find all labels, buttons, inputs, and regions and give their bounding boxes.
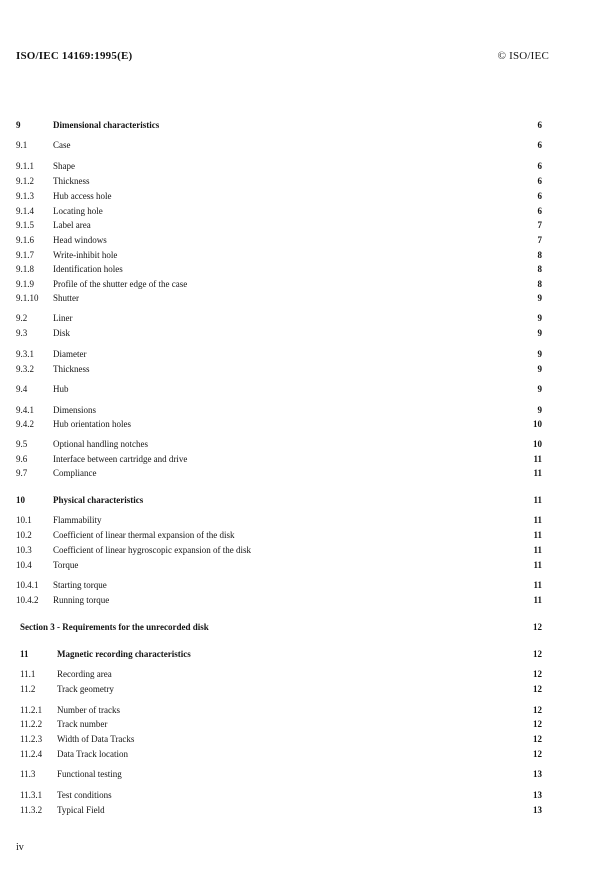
clause-number: 10.4.2 <box>16 595 39 605</box>
toc-entry <box>0 347 604 361</box>
page-number: iv <box>16 842 24 853</box>
toc-entry <box>0 732 604 746</box>
copyright-notice: © ISO/IEC <box>497 50 549 62</box>
clause-title: Label area <box>53 220 91 230</box>
page-reference: 12 <box>533 705 542 715</box>
clause-title: Torque <box>53 560 79 570</box>
clause-title: Dimensional characteristics <box>53 120 160 130</box>
clause-title: Write-inhibit hole <box>53 250 118 260</box>
page-reference: 11 <box>533 515 542 525</box>
clause-title: Optional handling notches <box>53 439 148 449</box>
clause-title: Running torque <box>53 595 110 605</box>
page-reference: 11 <box>533 495 542 505</box>
toc-entry <box>0 466 604 480</box>
clause-title: Recording area <box>57 669 112 679</box>
toc-entry <box>0 118 604 132</box>
toc-entry <box>0 682 604 696</box>
clause-number: 9.1.8 <box>16 264 34 274</box>
clause-number: 11.2.1 <box>20 705 43 715</box>
clause-title: Thickness <box>53 176 90 186</box>
toc-entry <box>0 667 604 681</box>
clause-number: 9 <box>16 120 21 130</box>
toc-entry <box>0 717 604 731</box>
clause-number: 9.3.2 <box>16 364 34 374</box>
page-reference: 11 <box>533 580 542 590</box>
page-reference: 8 <box>537 264 542 274</box>
clause-title: Coefficient of linear hygroscopic expansion of the disk <box>53 545 252 555</box>
clause-number: 10.2 <box>16 530 32 540</box>
clause-title: Functional testing <box>57 769 122 779</box>
clause-title: Track number <box>57 719 108 729</box>
clause-title: Section 3 - Requirements for the unrecorded disk <box>20 622 209 632</box>
toc-entry <box>0 403 604 417</box>
clause-title: Case <box>53 140 71 150</box>
clause-title: Typical Field <box>57 805 105 815</box>
page-reference: 7 <box>537 235 542 245</box>
toc-entry <box>0 233 604 247</box>
clause-number: 9.5 <box>16 439 28 449</box>
toc-entry <box>0 437 604 451</box>
page-reference: 13 <box>533 769 542 779</box>
page-reference: 10 <box>533 419 542 429</box>
clause-title: Hub <box>53 384 69 394</box>
document-id: ISO/IEC 14169:1995(E) <box>16 50 133 62</box>
toc-entry <box>0 452 604 466</box>
page-reference: 9 <box>537 384 542 394</box>
toc-entry <box>0 326 604 340</box>
clause-number: 9.1.10 <box>16 293 39 303</box>
clause-title: Diameter <box>53 349 87 359</box>
clause-title: Head windows <box>53 235 107 245</box>
clause-title: Flammability <box>53 515 102 525</box>
clause-number: 9.1.1 <box>16 161 34 171</box>
clause-title: Compliance <box>53 468 97 478</box>
clause-title: Coefficient of linear thermal expansion of the disk <box>53 530 235 540</box>
page-reference: 13 <box>533 790 542 800</box>
clause-number: 9.4 <box>16 384 28 394</box>
clause-title: Liner <box>53 313 73 323</box>
toc-entry <box>0 747 604 761</box>
toc-entry <box>0 218 604 232</box>
clause-number: 9.3.1 <box>16 349 34 359</box>
page-reference: 8 <box>537 279 542 289</box>
toc-entry <box>0 513 604 527</box>
page-reference: 9 <box>537 405 542 415</box>
page-reference: 11 <box>533 454 542 464</box>
clause-title: Magnetic recording characteristics <box>57 649 191 659</box>
toc-entry <box>0 578 604 592</box>
page-reference: 6 <box>537 176 542 186</box>
clause-title: Disk <box>53 328 71 338</box>
clause-title: Dimensions <box>53 405 97 415</box>
clause-title: Profile of the shutter edge of the case <box>53 279 188 289</box>
clause-number: 11.3 <box>20 769 36 779</box>
clause-title: Data Track location <box>57 749 128 759</box>
toc-entry <box>0 248 604 262</box>
clause-number: 11.2 <box>20 684 36 694</box>
page-reference: 9 <box>537 293 542 303</box>
clause-title: Shutter <box>53 293 79 303</box>
toc-entry <box>0 159 604 173</box>
page-reference: 11 <box>533 468 542 478</box>
toc-entry <box>0 788 604 802</box>
clause-title: Hub orientation holes <box>53 419 131 429</box>
clause-number: 11.2.4 <box>20 749 43 759</box>
clause-title: Shape <box>53 161 75 171</box>
clause-title: Number of tracks <box>57 705 120 715</box>
page-reference: 13 <box>533 805 542 815</box>
clause-number: 9.1.4 <box>16 206 34 216</box>
clause-number: 9.1.9 <box>16 279 34 289</box>
clause-number: 10.4 <box>16 560 32 570</box>
clause-number: 9.1 <box>16 140 28 150</box>
toc-entry <box>0 382 604 396</box>
page-reference: 6 <box>537 206 542 216</box>
clause-number: 10.1 <box>16 515 32 525</box>
page-reference: 12 <box>533 749 542 759</box>
toc-entry <box>0 767 604 781</box>
page-reference: 9 <box>537 313 542 323</box>
page-reference: 6 <box>537 161 542 171</box>
clause-title: Locating hole <box>53 206 103 216</box>
clause-title: Hub access hole <box>53 191 112 201</box>
clause-number: 9.7 <box>16 468 28 478</box>
toc-entry <box>0 593 604 607</box>
clause-title: Identification holes <box>53 264 123 274</box>
clause-title: Physical characteristics <box>53 495 144 505</box>
clause-number: 11.3.2 <box>20 805 43 815</box>
clause-title: Track geometry <box>57 684 114 694</box>
page-reference: 6 <box>537 120 542 130</box>
page-reference: 9 <box>537 349 542 359</box>
page-reference: 11 <box>533 545 542 555</box>
toc-entry <box>0 174 604 188</box>
clause-number: 9.1.7 <box>16 250 34 260</box>
toc-entry <box>0 277 604 291</box>
clause-number: 10.3 <box>16 545 32 555</box>
clause-number: 9.6 <box>16 454 28 464</box>
page-reference: 12 <box>533 669 542 679</box>
page-reference: 12 <box>533 734 542 744</box>
page-reference: 11 <box>533 530 542 540</box>
clause-number: 11.3.1 <box>20 790 43 800</box>
clause-title: Thickness <box>53 364 90 374</box>
toc-section-heading <box>0 620 604 634</box>
page-reference: 6 <box>537 191 542 201</box>
toc-entry <box>0 803 604 817</box>
clause-title: Test conditions <box>57 790 112 800</box>
page-reference: 6 <box>537 140 542 150</box>
page-reference: 11 <box>533 560 542 570</box>
toc-entry <box>0 528 604 542</box>
clause-number: 9.1.3 <box>16 191 34 201</box>
clause-number: 9.1.2 <box>16 176 34 186</box>
page-reference: 12 <box>533 719 542 729</box>
toc-entry <box>0 558 604 572</box>
page-reference: 9 <box>537 328 542 338</box>
toc-entry <box>0 362 604 376</box>
clause-number: 9.2 <box>16 313 28 323</box>
toc-entry <box>0 417 604 431</box>
toc-entry <box>0 189 604 203</box>
clause-title: Interface between cartridge and drive <box>53 454 188 464</box>
toc-entry <box>0 493 604 507</box>
clause-number: 9.3 <box>16 328 28 338</box>
toc-entry <box>0 543 604 557</box>
toc-entry <box>0 703 604 717</box>
page-reference: 12 <box>533 684 542 694</box>
clause-number: 11.1 <box>20 669 36 679</box>
clause-number: 11.2.2 <box>20 719 43 729</box>
clause-number: 9.1.6 <box>16 235 34 245</box>
clause-number: 10.4.1 <box>16 580 39 590</box>
toc-entry <box>0 311 604 325</box>
toc-entry <box>0 291 604 305</box>
page-reference: 8 <box>537 250 542 260</box>
toc-entry <box>0 262 604 276</box>
clause-number: 11.2.3 <box>20 734 43 744</box>
clause-number: 10 <box>16 495 25 505</box>
page-reference: 12 <box>533 622 542 632</box>
clause-number: 9.4.2 <box>16 419 34 429</box>
clause-title: Width of Data Tracks <box>57 734 135 744</box>
toc-entry <box>0 647 604 661</box>
page-reference: 7 <box>537 220 542 230</box>
toc-entry <box>0 204 604 218</box>
toc-entry <box>0 138 604 152</box>
page-reference: 10 <box>533 439 542 449</box>
clause-title: Starting torque <box>53 580 107 590</box>
page-reference: 11 <box>533 595 542 605</box>
clause-number: 9.1.5 <box>16 220 34 230</box>
page-reference: 9 <box>537 364 542 374</box>
clause-number: 11 <box>20 649 29 659</box>
clause-number: 9.4.1 <box>16 405 34 415</box>
page-reference: 12 <box>533 649 542 659</box>
